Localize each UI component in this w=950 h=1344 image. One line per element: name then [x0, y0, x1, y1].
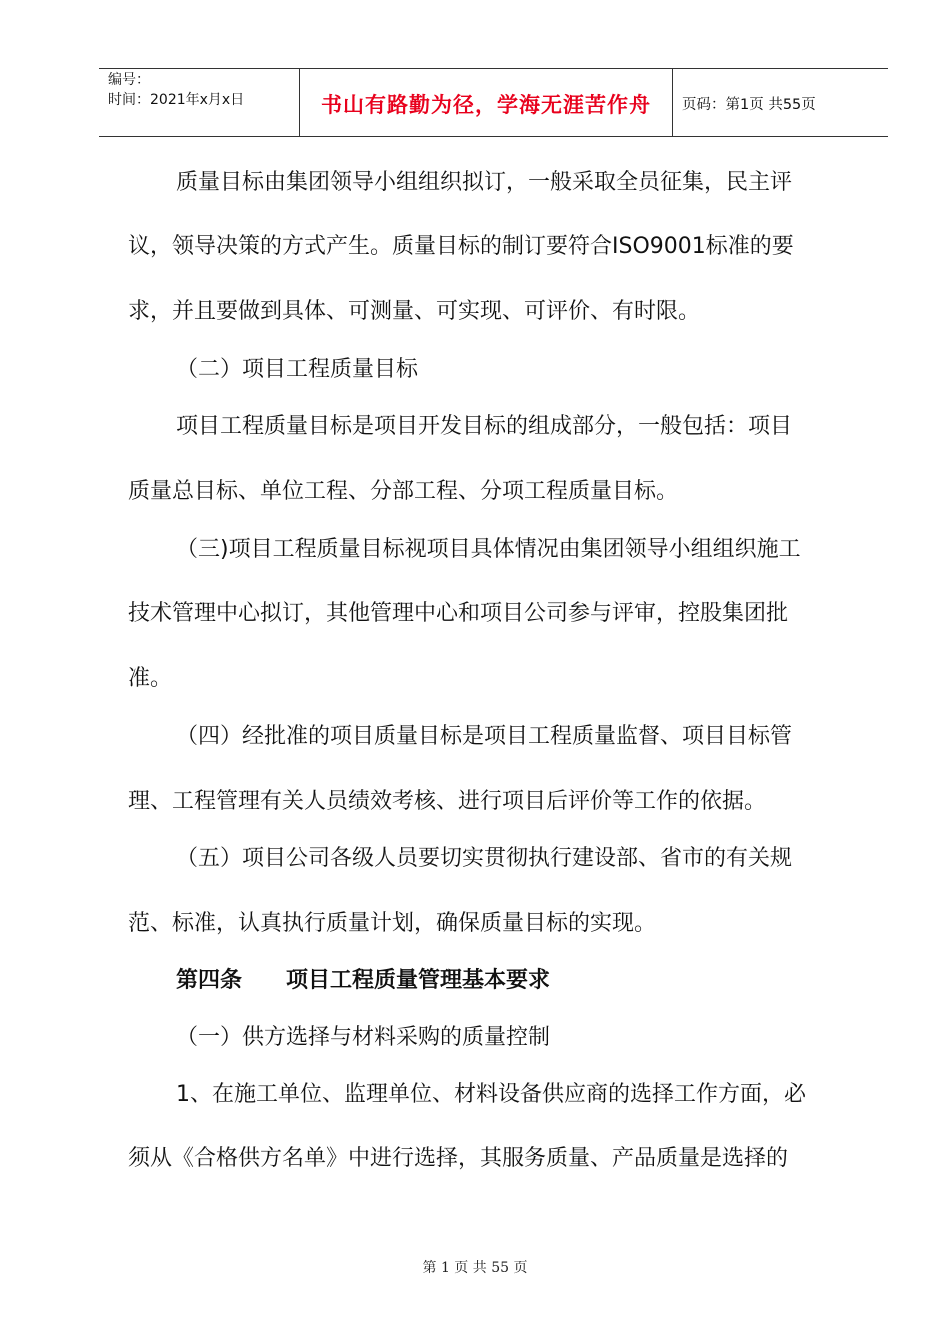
article-heading: 第四条 项目工程质量管理基本要求	[176, 968, 551, 993]
paragraph-line: 求，并且要做到具体、可测量、可实现、可评价、有时限。	[128, 299, 701, 324]
section-heading: （一）供方选择与材料采购的质量控制	[176, 1025, 551, 1050]
section-heading: （二）项目工程质量目标	[176, 357, 419, 382]
paragraph-line: 1、在施工单位、监理单位、材料设备供应商的选择工作方面，必	[176, 1082, 806, 1107]
page-footer: 第 1 页 共 55 页	[422, 1260, 528, 1276]
motto-text: 书山有路勤为径，学海无涯苦作舟	[321, 93, 651, 117]
paragraph-line: 范、标准，认真执行质量计划，确保质量目标的实现。	[128, 911, 657, 936]
paragraph-line: （五）项目公司各级人员要切实贯彻执行建设部、省市的有关规	[176, 846, 793, 871]
header-table	[99, 68, 888, 137]
header-motto-cell	[300, 69, 673, 136]
page-info: 页码：第1页 共55页	[682, 97, 816, 113]
paragraph-line: 须从《合格供方名单》中进行选择，其服务质量、产品质量是选择的	[128, 1146, 789, 1171]
paragraph-line: （四）经批准的项目质量目标是项目工程质量监督、项目目标管	[176, 724, 793, 749]
header-meta-cell	[99, 69, 300, 136]
document-number-label: 编号：	[108, 72, 150, 88]
header-page-cell	[673, 69, 888, 136]
document-time-label: 时间：2021年x月x日	[108, 92, 245, 108]
paragraph-line: 准。	[128, 666, 173, 691]
paragraph-line: 质量目标由集团领导小组组织拟订，一般采取全员征集，民主评	[176, 170, 793, 195]
paragraph-line: 质量总目标、单位工程、分部工程、分项工程质量目标。	[128, 479, 679, 504]
paragraph-line: 技术管理中心拟订，其他管理中心和项目公司参与评审，控股集团批	[128, 601, 789, 626]
paragraph-line: 议，领导决策的方式产生。质量目标的制订要符合ISO9001标准的要	[128, 234, 794, 259]
paragraph-line: 理、工程管理有关人员绩效考核、进行项目后评价等工作的依据。	[128, 789, 767, 814]
paragraph-line: （三)项目工程质量目标视项目具体情况由集团领导小组组织施工	[176, 537, 801, 562]
paragraph-line: 项目工程质量目标是项目开发目标的组成部分，一般包括：项目	[176, 414, 793, 439]
